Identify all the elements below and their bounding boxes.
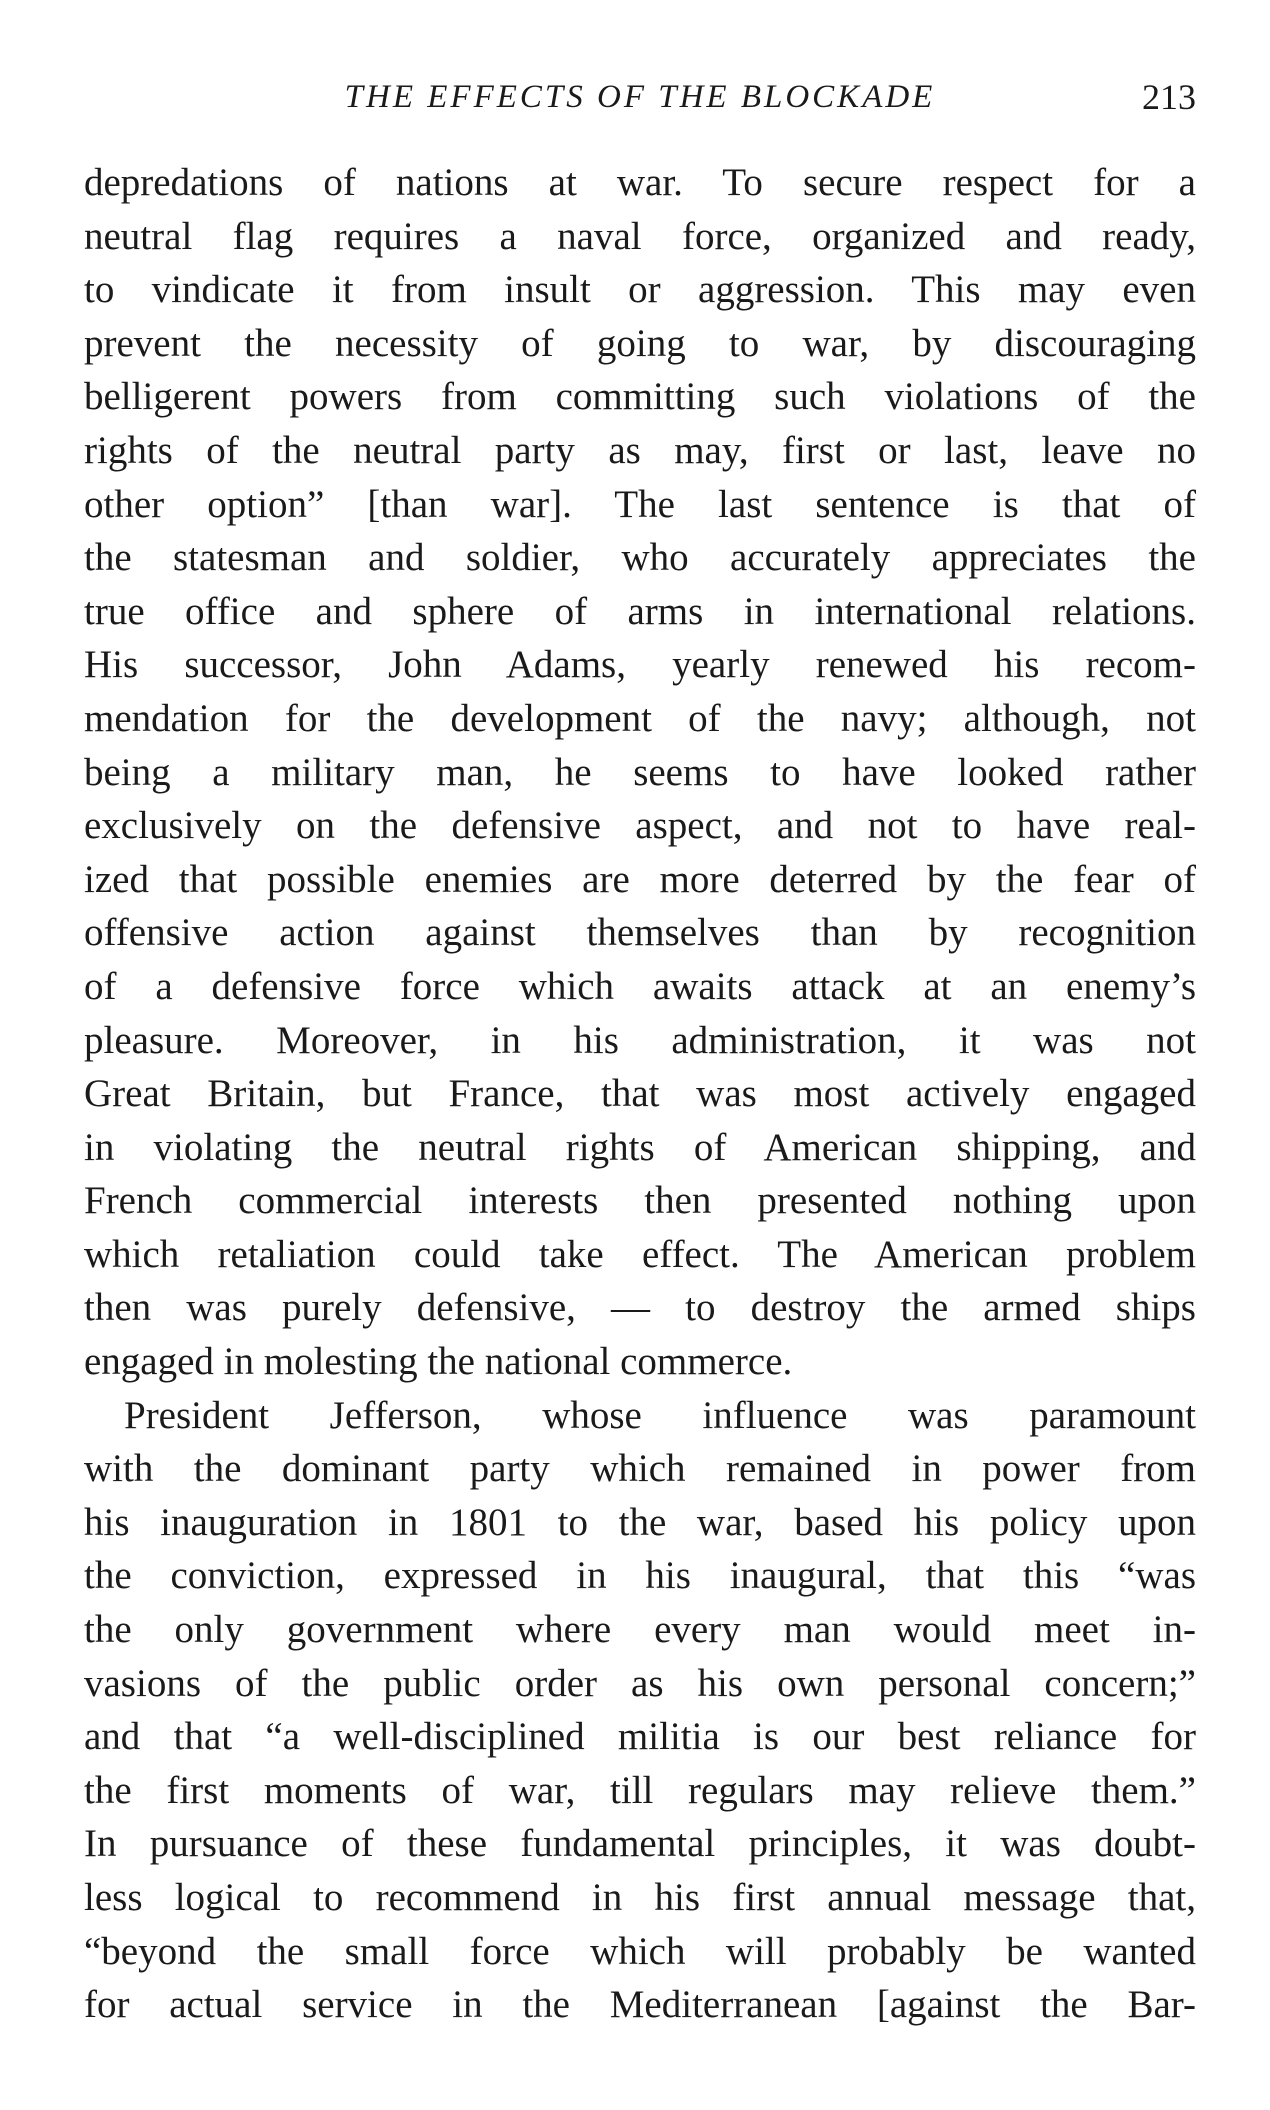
text-line: for actual service in the Mediterranean [against the Bar- [84,1983,1196,2027]
text-line: His successor, John Adams, yearly renewed his recom- [84,643,1196,687]
text-line: ized that possible enemies are more deterred by the fear of [84,857,1196,901]
text-line: engaged in molesting the national commerce. [84,1340,793,1384]
text-line: less logical to recommend in his first annual message that, [84,1876,1196,1919]
text-line: being a military man, he seems to have looked rather [84,750,1196,794]
text-line: French commercial interests then presented nothing upon [84,1179,1196,1223]
text-line: mendation for the development of the navy; although, not [84,696,1196,740]
running-title: THE EFFECTS OF THE BLOCKADE [344,79,936,115]
text-line: prevent the necessity of going to war, by discouraging [84,321,1196,365]
text-line: rights of the neutral party as may, first or last, leave no [84,428,1196,472]
page-number: 213 [1142,77,1196,117]
text-line: of a defensive force which awaits attack at an enemy’s [84,964,1196,1008]
text-line: then was purely defensive, — to destroy the armed ships [84,1286,1196,1330]
text-line: In pursuance of these fundamental principles, it was doubt- [84,1822,1196,1866]
text-line: which retaliation could take effect. The American problem [84,1232,1196,1276]
text-line: in violating the neutral rights of American shipping, and [84,1125,1196,1169]
text-line: to vindicate it from insult or aggression. This may even [84,268,1196,312]
text-line: the first moments of war, till regulars may relieve them.” [84,1768,1196,1812]
text-line: and that “a well-disciplined militia is our best reliance for [84,1715,1196,1759]
text-line: other option” [than war]. The last sentence is that of [84,482,1196,526]
text-line: pleasure. Moreover, in his administration, it was not [84,1018,1196,1062]
text-line: the statesman and soldier, who accurately appreciates the [84,536,1196,580]
text-line: exclusively on the defensive aspect, and not to have real- [84,804,1196,848]
text-line: President Jefferson, whose influence was paramount [124,1393,1196,1437]
text-line: the conviction, expressed in his inaugural, that this “was [84,1554,1196,1598]
text-line: the only government where every man would meet in- [84,1608,1196,1652]
body-text [84,156,1196,2032]
text-line: offensive action against themselves than by recognition [84,911,1196,955]
text-line: true office and sphere of arms in international relations. [84,589,1196,633]
running-head [84,72,1196,122]
text-line: belligerent powers from committing such violations of the [84,375,1196,419]
text-line: vasions of the public order as his own personal concern;” [84,1661,1196,1705]
text-line: his inauguration in 1801 to the war, based his policy upon [84,1500,1196,1544]
paragraph-2 [84,1389,1196,2032]
text-line: depredations of nations at war. To secure respect for a [84,161,1196,204]
text-line: “beyond the small force which will probably be wanted [84,1929,1196,1973]
text-line: neutral flag requires a naval force, organized and ready, [84,214,1196,258]
text-line: Great Britain, but France, that was most actively engaged [84,1072,1196,1116]
paragraph-1 [84,156,1196,1389]
text-line: with the dominant party which remained in power from [84,1447,1196,1491]
